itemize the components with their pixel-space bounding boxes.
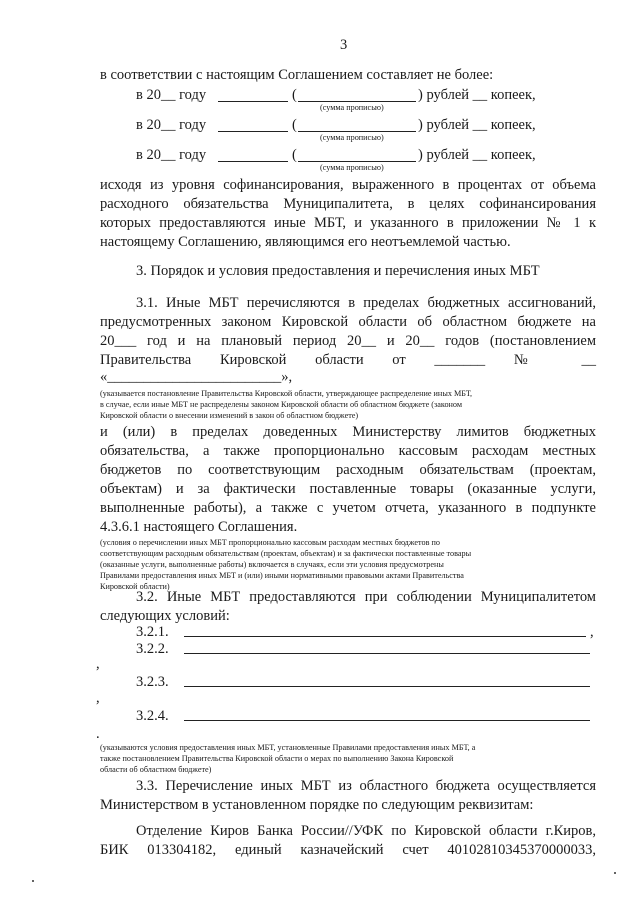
note-line: в случае, если иные МБТ не распределены законом Кировской области об областном бюджете (законом — [100, 400, 463, 409]
text-line: которых предоставляются иные МБТ, и указанного в приложении № 1 к — [100, 215, 596, 231]
text-line: 3.2. Иные МБТ предоставляются при соблюдении Муниципалитетом — [136, 589, 596, 605]
note-line: (условия о перечислении иных МБТ пропорционально кассовым расходам местных бюджетов по — [100, 538, 440, 547]
condition-number: 3.2.2. — [136, 641, 169, 657]
text-line: Правительства Кировской области от _______ № __ — [100, 352, 596, 368]
resolution-title-blank: «________________________», — [100, 369, 293, 385]
page-number: 3 — [340, 37, 348, 53]
scan-speck — [614, 872, 616, 874]
year-label: в 20__ году — [136, 87, 207, 103]
text-line: Министерством в установленном порядке по следующим реквизитам: — [100, 797, 534, 813]
text-line: следующих условий: — [100, 608, 230, 624]
text-line: исходя из уровня софинансирования, выраженного в процентах от объема — [100, 177, 596, 193]
note-line: Правилами предоставления иных МБТ и (или) иными нормативными правовыми актами Правительства — [100, 571, 464, 580]
words-blank[interactable] — [298, 131, 416, 132]
note-line: (оказанные услуги, выполненные работы) включается в случаях, если эти условия предусмотрены — [100, 560, 444, 569]
open-paren: ( — [292, 117, 297, 133]
condition-number: 3.2.3. — [136, 674, 169, 690]
words-blank[interactable] — [298, 161, 416, 162]
text-line: Отделение Киров Банка России//УФК по Кировской области г.Киров, — [136, 823, 596, 839]
words-blank[interactable] — [298, 101, 416, 102]
note-line: области об областном бюджете) — [100, 765, 212, 774]
open-paren: ( — [292, 147, 297, 163]
amount-blank[interactable] — [218, 101, 288, 102]
note-line: (указывается постановление Правительства Кировской области, утверждающее распределение иных МБТ, — [100, 389, 473, 398]
text-line: настоящему Соглашению, являющимся его неотъемлемой частью. — [100, 234, 511, 250]
text-line: расходного обязательства Муниципалитета, в целях софинансирования — [100, 196, 596, 212]
scan-speck — [32, 880, 34, 882]
text-line: 4.3.6.1 настоящего Соглашения. — [100, 519, 298, 535]
caption: (сумма прописью) — [320, 133, 384, 142]
note-line: соответствующим расходным обязательствам (проектам, объектам) и за фактически поставленные товары — [100, 549, 472, 558]
text-line: 3.1. Иные МБТ перечисляются в пределах бюджетных ассигнований, — [136, 295, 596, 311]
comma-mark: . — [96, 726, 100, 742]
year-label: в 20__ году — [136, 147, 207, 163]
note-line: Кировской области) — [100, 582, 170, 591]
note-line: Кировской области о внесении изменений в закон об областном бюджете) — [100, 411, 359, 420]
condition-blank[interactable] — [184, 720, 590, 721]
condition-blank[interactable] — [184, 686, 590, 687]
section-title: 3. Порядок и условия предоставления и перечисления иных МБТ — [136, 263, 540, 279]
year-label: в 20__ году — [136, 117, 207, 133]
condition-blank[interactable] — [184, 636, 586, 637]
text-line: БИК 013304182, единый казначейский счет 40102810345370000033, — [100, 842, 596, 858]
rubles-kopeks: ) рублей __ копеек, — [418, 117, 536, 133]
text-line: предусмотренных законом Кировской области об областном бюджете на — [100, 314, 596, 330]
intro-line: в соответствии с настоящим Соглашением составляет не более: — [100, 67, 494, 83]
caption: (сумма прописью) — [320, 103, 384, 112]
text-line: бюджетов по соответствующим расходным обязательствам (проектам, — [100, 462, 596, 478]
comma-mark: , — [96, 690, 100, 706]
amount-blank[interactable] — [218, 131, 288, 132]
open-paren: ( — [292, 87, 297, 103]
note-line: (указываются условия предоставления иных МБТ, установленные Правилами предоставления иных МБТ, а — [100, 743, 476, 752]
comma-mark: , — [96, 656, 100, 672]
caption: (сумма прописью) — [320, 163, 384, 172]
condition-number: 3.2.1. — [136, 624, 169, 640]
rubles-kopeks: ) рублей __ копеек, — [418, 147, 536, 163]
note-line: также постановлением Правительства Кировской области о мерах по выполнению Закона Кировской — [100, 754, 454, 763]
rubles-kopeks: ) рублей __ копеек, — [418, 87, 536, 103]
condition-number: 3.2.4. — [136, 708, 169, 724]
text-line: 3.3. Перечисление иных МБТ из областного бюджета осуществляется — [136, 778, 596, 794]
text-line: обязательства, а также пропорционально кассовым расходам местных — [100, 443, 596, 459]
text-line: объектам) и за фактически поставленные товары (оказанные услуги, — [100, 481, 596, 497]
condition-blank[interactable] — [184, 653, 590, 654]
amount-blank[interactable] — [218, 161, 288, 162]
text-line: 20___ год и на плановый период 20__ и 20__ годов (постановлением — [100, 333, 596, 349]
condition-end: , — [590, 624, 594, 640]
text-line: и (или) в пределах доведенных Министерству лимитов бюджетных — [100, 424, 596, 440]
text-line: выполненные работы), а также с учетом отчета, указанного в подпункте — [100, 500, 596, 516]
